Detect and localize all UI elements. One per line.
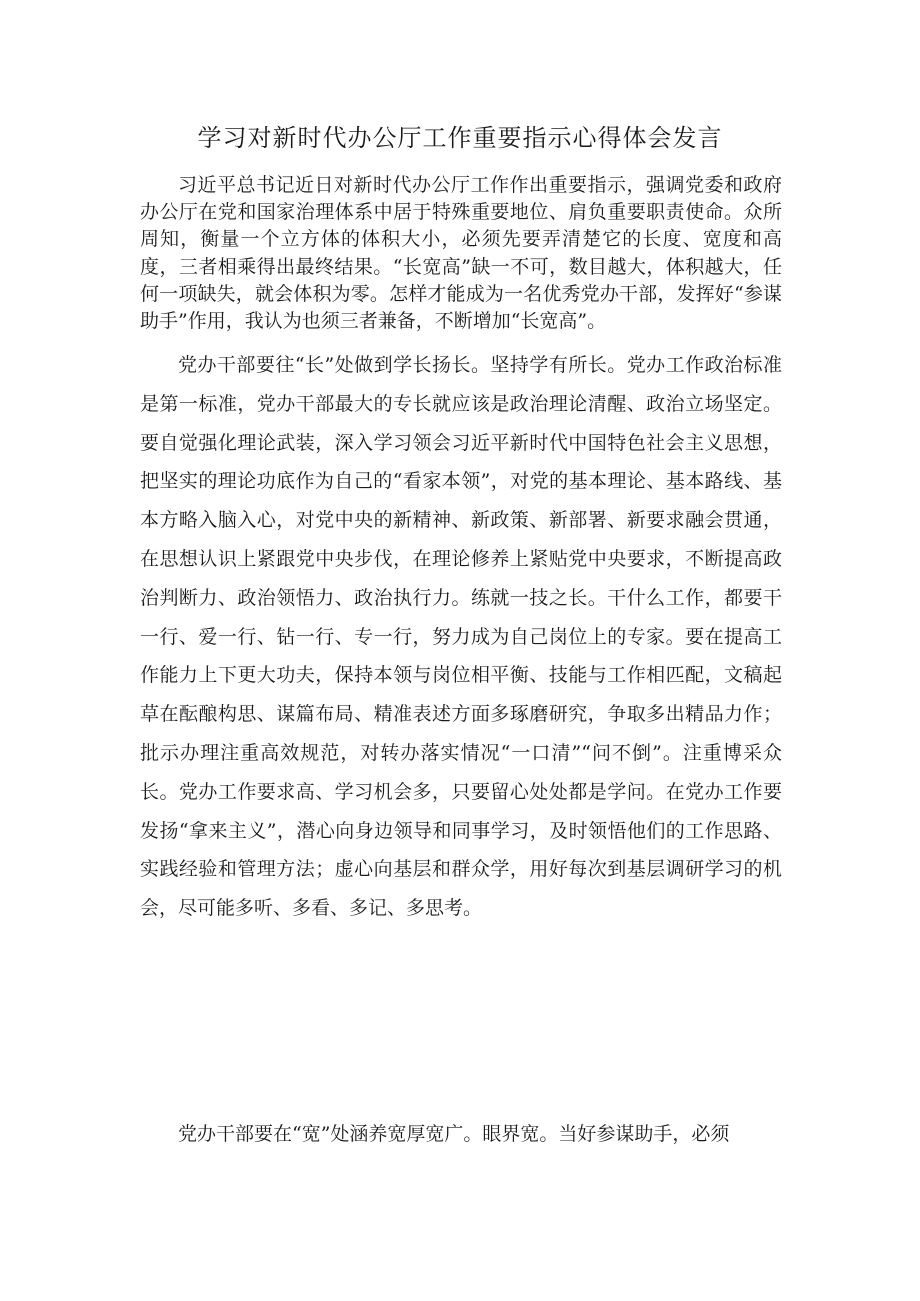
paragraph-long-section: 党办干部要往“长”处做到学长扬长。坚持学有所长。党办工作政治标准是第一标准，党办干部最大的专长就应该是政治理论清醒、政治立场坚定。要自觉强化理论武装，深入学习领会习近平新时代中国特色社会主义思想，把坚实的理论功底作为自己的“看家本领”，对党的基本理论、基本路线、基本方略入脑入心，对党中央的新精神、新政策、新部署、新要求融会贯通，在思想认识上紧跟党中央步伐，在理论修养上紧贴党中央要求，不断提高政治判断力、政治领悟力、政治执行力。练就一技之长。干什么工作，都要干一行、爱一行、钻一行、专一行，努力成为自己岗位上的专家。要在提高工作能力上下更大功夫，保持本领与岗位相平衡、技能与工作相匹配，文稿起草在酝酿构思、谋篇布局、精准表述方面多琢磨研究，争取多出精品力作；批示办理注重高效规范，对转办落实情况“一口清”“问不倒”。注重博采众长。党办工作要求高、学习机会多，只要留心处处都是学问。在党办工作要发扬“拿来主义”，潜心向身边领导和同事学习，及时领悟他们的工作思路、实践经验和管理方法；虚心向基层和群众学，用好每次到基层调研学习的机会，尽可能多听、多看、多记、多思考。 — [140, 354, 782, 920]
document-title: 学习对新时代办公厅工作重要指示心得体会发言 — [197, 124, 723, 152]
paragraph-wide-section: 党办干部要在“宽”处涵养宽厚宽广。眼界宽。当好参谋助手，必须 — [178, 1123, 730, 1145]
paragraph-intro: 习近平总书记近日对新时代办公厅工作作出重要指示，强调党委和政府办公厅在党和国家治理体系中居于特殊重要地位、肩负重要职责使命。众所周知，衡量一个立方体的体积大小，必须先要弄清楚它的长度、宽度和高度，三者相乘得出最终结果。“长宽高”缺一不可，数目越大，体积越大，任何一项缺失，就会体积为零。怎样才能成为一名优秀党办干部，发挥好“参谋助手”作用，我认为也须三者兼备，不断增加“长宽高”。 — [140, 174, 782, 333]
